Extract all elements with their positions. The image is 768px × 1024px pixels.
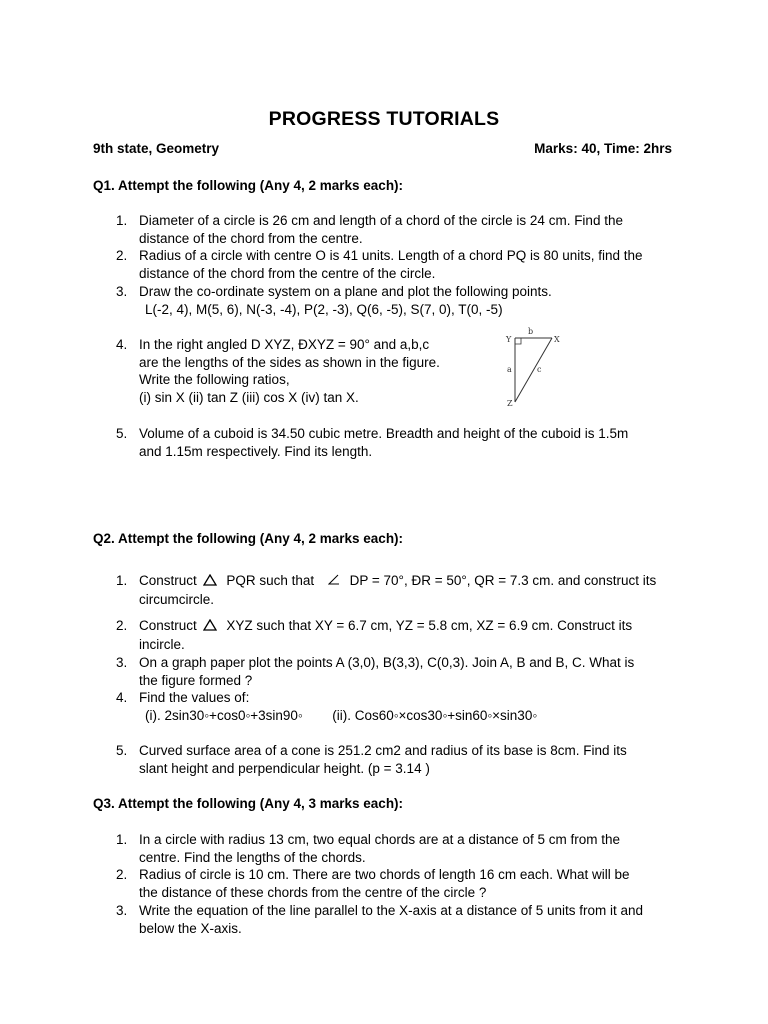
item-text-line: Radius of circle is 10 cm. There are two chords of length 16 cm each. What will be <box>139 867 630 882</box>
item-text: Construct <box>139 573 197 588</box>
side-label-a: a <box>507 365 512 374</box>
right-triangle-figure <box>495 326 565 410</box>
item-number: 1. <box>116 832 128 847</box>
page-title: PROGRESS TUTORIALS <box>268 108 500 130</box>
item-text-line: below the X-axis. <box>139 920 242 936</box>
item-number: 3. <box>116 903 128 918</box>
item-number: 2. <box>116 618 128 633</box>
item-number: 3. <box>116 284 128 299</box>
item-text-line: Volume of a cuboid is 34.50 cubic metre. Breadth and height of the cuboid is 1.5m <box>139 426 629 441</box>
item-text-line: Radius of a circle with centre O is 41 units. Length of a chord PQ is 80 units, find the <box>139 248 643 263</box>
item-text-line: the distance of these chords from the centre of the circle ? <box>139 884 487 900</box>
item-number: 1. <box>116 573 128 588</box>
item-text-line: the figure formed ? <box>139 672 253 688</box>
item-text-line: are the lengths of the sides as shown in the figure. <box>139 354 440 370</box>
item-text: XYZ such that XY = 6.7 cm, YZ = 5.8 cm, XZ = 6.9 cm. Construct its <box>226 618 633 633</box>
item-text-line: and 1.15m respectively. Find its length. <box>139 443 373 459</box>
item-number: 3. <box>116 655 128 670</box>
item-text-line: distance of the chord from the centre of the circle. <box>139 265 436 281</box>
item-text-line: Write the equation of the line parallel to the X-axis at a distance of 5 units from it and <box>139 903 644 918</box>
side-c <box>515 338 552 402</box>
item-text-line: distance of the chord from the centre. <box>139 230 363 246</box>
item-number: 5. <box>116 743 128 758</box>
right-angle-mark <box>515 338 521 344</box>
item-text-line: Curved surface area of a cone is 251.2 cm2 and radius of its base is 8cm. Find its <box>139 743 627 758</box>
item-text-line: In a circle with radius 13 cm, two equal chords are at a distance of 5 cm from the <box>139 832 620 847</box>
item-text: Construct <box>139 618 197 633</box>
item-text-line: circumcircle. <box>139 592 215 607</box>
vertex-label-z: Z <box>507 399 513 408</box>
item-text-line: In the right angled D XYZ, ÐXYZ = 90° and a,b,c <box>139 337 430 352</box>
item-text-line: Write the following ratios, <box>139 372 290 387</box>
item-number: 4. <box>116 690 128 705</box>
expression-ii: (ii). Cos60◦×cos30◦+sin60◦×sin30◦ <box>332 707 538 723</box>
item-text-line: Diameter of a circle is 26 cm and length of a chord of the circle is 24 cm. Find the <box>139 213 623 228</box>
marks-time-label: Marks: 40, Time: 2hrs <box>534 141 672 156</box>
vertex-label-y: Y <box>506 335 512 344</box>
subject-label: 9th state, Geometry <box>93 141 220 156</box>
triangle-icon <box>203 619 217 631</box>
item-text-line: Find the values of: <box>139 690 250 705</box>
item-text-line: incircle. <box>139 637 185 652</box>
side-label-c: c <box>537 365 542 374</box>
q3-heading: Q3. Attempt the following (Any 4, 3 marks each): <box>93 796 404 811</box>
item-text-line: (i) sin X (ii) tan Z (iii) cos X (iv) tan X. <box>139 389 359 405</box>
item-text-line: centre. Find the lengths of the chords. <box>139 849 366 865</box>
angle-icon <box>328 574 340 585</box>
vertex-label-x: X <box>554 335 560 344</box>
item-text: DP = 70°, ÐR = 50°, QR = 7.3 cm. and construct its <box>349 573 657 588</box>
q2-heading: Q2. Attempt the following (Any 4, 2 marks each): <box>93 531 404 546</box>
q1-heading: Q1. Attempt the following (Any 4, 2 marks each): <box>93 178 404 193</box>
item-text-line: slant height and perpendicular height. (p = 3.14 ) <box>139 760 430 776</box>
item-number: 1. <box>116 213 128 228</box>
item-number: 2. <box>116 248 128 263</box>
item-text-line: On a graph paper plot the points A (3,0), B(3,3), C(0,3). Join A, B and B, C. What is <box>139 655 635 670</box>
triangle-icon <box>203 574 217 586</box>
item-text-line: Draw the co-ordinate system on a plane and plot the following points. <box>139 284 552 299</box>
side-label-b: b <box>528 327 534 336</box>
item-number: 2. <box>116 867 128 882</box>
item-number: 4. <box>116 337 128 352</box>
expression-i: (i). 2sin30◦+cos0◦+3sin90◦ <box>145 707 303 723</box>
points-list: L(-2, 4), M(5, 6), N(-3, -4), P(2, -3), Q(6, -5), S(7, 0), T(0, -5) <box>145 301 503 317</box>
item-number: 5. <box>116 426 128 441</box>
item-text: PQR such that <box>226 573 315 588</box>
